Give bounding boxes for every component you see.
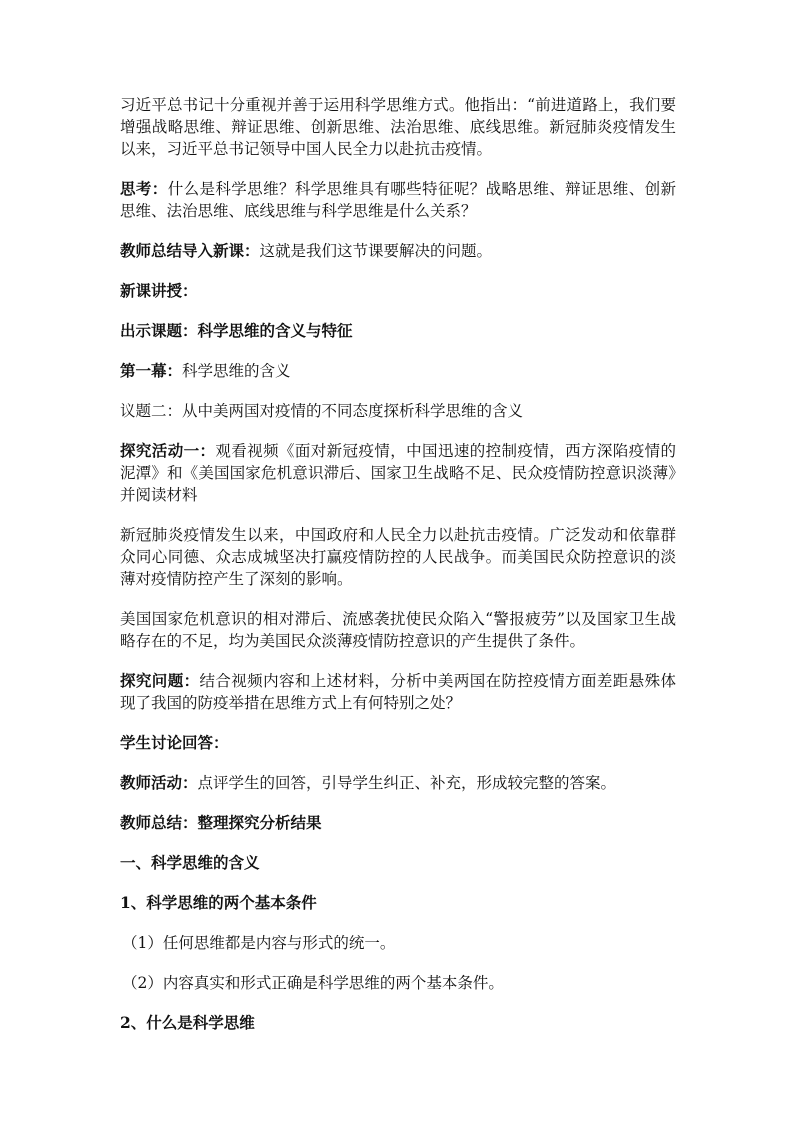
activity-one: [120, 440, 676, 506]
inquiry-question: [120, 670, 676, 714]
topic-two: [120, 400, 676, 422]
material-paragraph-1: [120, 524, 676, 590]
subsection-one-heading: [120, 892, 676, 914]
thinking-text: 什么是科学思维？科学思维具有哪些特征呢？战略思维、辩证思维、创新思维、法治思维、底线思维与科学思维是什么关系？: [120, 180, 676, 220]
activity-one-label: 探究活动一：: [120, 441, 216, 460]
scene-one-text: 科学思维的含义: [182, 362, 291, 380]
teacher-summary-intro: [120, 240, 676, 262]
intro-paragraph: [120, 94, 676, 160]
topic-two-text: 议题二：从中美两国对疫情的不同态度探析科学思维的含义: [120, 402, 524, 420]
new-lesson-label: 新课讲授：: [120, 281, 198, 300]
section-one-heading: [120, 852, 676, 874]
teacher-activity: [120, 772, 676, 794]
subsection-one-label: 1、科学思维的两个基本条件: [120, 893, 317, 912]
teacher-summary-text: 这就是我们这节课要解决的问题。: [259, 242, 493, 260]
subsection-two-label: 2、什么是科学思维: [120, 1013, 255, 1032]
thinking-label: 思考：: [120, 179, 168, 198]
teacher-activity-label: 教师活动：: [120, 773, 198, 792]
scene-one-label: 第一幕：: [120, 361, 183, 380]
inquiry-text: 结合视频内容和上述材料，分析中美两国在防控疫情方面差距悬殊体现了我国的防疫举措在思维方式上有何特别之处？: [120, 672, 676, 712]
list-item-1-text: （1）任何思维都是内容与形式的统一。: [122, 934, 396, 952]
teacher-activity-text: 点评学生的回答，引导学生纠正、补充，形成较完整的答案。: [197, 774, 617, 792]
intro-text: 习近平总书记十分重视并善于运用科学思维方式。他指出：“前进道路上，我们要增强战略思维、辩证思维、创新思维、法治思维、底线思维。新冠肺炎疫情发生以来，习近平总书记领导中国人民全力以赴抗击疫情。: [120, 96, 676, 158]
student-discussion: [120, 732, 676, 754]
inquiry-label: 探究问题：: [120, 671, 200, 690]
material-paragraph-2: [120, 608, 676, 652]
list-item-2: [120, 972, 676, 994]
list-item-1: [120, 932, 676, 954]
section-one-label: 一、科学思维的含义: [120, 853, 260, 872]
document-page: [120, 94, 676, 1052]
new-lesson-heading: [120, 280, 676, 302]
subsection-two-heading: [120, 1012, 676, 1034]
student-discussion-label: 学生讨论回答：: [120, 733, 229, 752]
teacher-conclusion: [120, 812, 676, 834]
activity-one-text: 观看视频《面对新冠疫情，中国迅速的控制疫情，西方深陷疫情的泥潭》和《美国国家危机意识滞后、国家卫生战略不足、民众疫情防控意识淡薄》并阅读材料: [120, 442, 676, 504]
material-text-2: 美国国家危机意识的相对滞后、流感袭扰使民众陷入“警报疲劳”以及国家卫生战略存在的不足，均为美国民众淡薄疫情防控意识的产生提供了条件。: [120, 610, 676, 650]
lesson-title-label: 出示课题：科学思维的含义与特征: [120, 321, 353, 340]
list-item-2-text: （2）内容真实和形式正确是科学思维的两个基本条件。: [122, 974, 504, 992]
teacher-conclusion-label: 教师总结：整理探究分析结果: [120, 813, 322, 832]
lesson-title: [120, 320, 676, 342]
material-text-1: 新冠肺炎疫情发生以来，中国政府和人民全力以赴抗击疫情。广泛发动和依靠群众同心同德、众志成城坚决打赢疫情防控的人民战争。而美国民众防控意识的淡薄对疫情防控产生了深刻的影响。: [120, 526, 676, 588]
scene-one: [120, 360, 676, 382]
thinking-question: [120, 178, 676, 222]
teacher-summary-label: 教师总结导入新课：: [120, 241, 260, 260]
